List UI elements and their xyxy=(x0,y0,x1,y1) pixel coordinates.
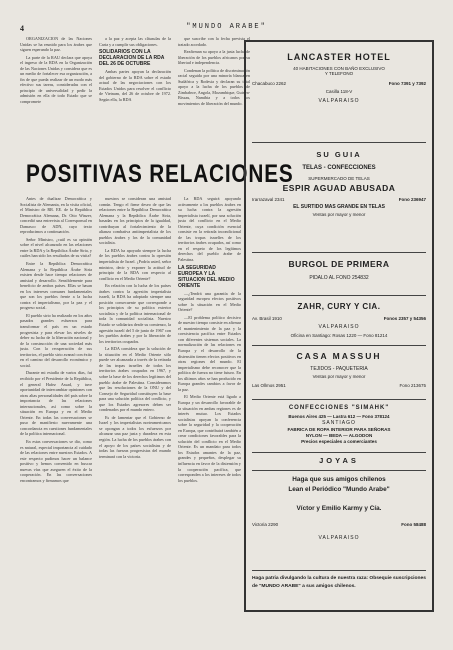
ad-line: FABRICA DE ROPA INTERIOR PARA SEÑORAS xyxy=(287,427,391,432)
divider xyxy=(252,470,426,471)
ad-joyas xyxy=(252,456,426,465)
divider xyxy=(252,142,426,143)
article-paragraph: que suscribe con la fecha prevista el tratado acordado. xyxy=(178,36,250,47)
article-paragraph: Reafirman su apoyo a la justa lucha de liberación de los pueblos africanos por su libertad e independencia. xyxy=(178,49,250,66)
ad-title: CONFECCIONES "SIMAHK" xyxy=(288,405,390,411)
article-paragraph: Es de lamentar que el Gobierno de Israel y los imperialistas norteamericanos se opongan a todos los esfuerzos por alcanzar una paz justa y duradera en esta región. La lucha de los pueblos árabes con el apoyo de los países socialistas y de todas las fuerzas progresistas del mundo terminará con la victoria. xyxy=(99,414,171,459)
divider xyxy=(252,295,426,296)
ad-line: PIDALO AL FONO 254832 xyxy=(309,275,369,281)
article-paragraph: a la paz y acepta las cláusulas de la Carta y a cumplir sus obligaciones. xyxy=(99,36,171,47)
ad-title: SU GUIA xyxy=(316,150,362,159)
ad-address: Av. Brasil 1910 xyxy=(252,316,282,321)
ad-phone: Fono 236947 xyxy=(398,197,426,202)
ad-address: Buenos Aires 425 — Lastra 612 — Fono 378124 xyxy=(288,414,390,419)
ad-address: Victoria 2290 xyxy=(252,522,279,527)
ad-karmy xyxy=(252,476,426,541)
article-paragraph: Condenan la política de discriminación racial seguida por una minoría blanca en Sudáfrica y Rodesia y declaran su total apoyo a la lucha de los pueblos de Zimbabwe, Angola, Mozambique, Guinea-Bissau, Namibia y a todos los movimientos de liberación del mundo. xyxy=(178,67,250,107)
ad-city: VALPARAISO xyxy=(318,324,360,330)
article-paragraph: La parte de la RAU declara que apoya el ingreso de la RDA en la Organización de las Naciones Unidas y considera que es un medio de fortalecer esa organización, a fin de que pueda realizar de un modo más efectivo sus tareas, consideradas con el principio de universalidad y pedir la admisión en ella de todo Estado que se compromete xyxy=(20,54,92,105)
ad-city: VALPARAISO xyxy=(318,98,360,104)
ad-line: SUPERMERCADO DE TELAS xyxy=(308,176,370,181)
ad-line: Casilla 118-V xyxy=(325,89,353,94)
divider xyxy=(252,252,426,253)
ad-simahk xyxy=(252,405,426,444)
ad-line: TELAS - CONFECCIONES xyxy=(302,165,376,171)
article-paragraph: —¿Tendrá una garantía de la seguridad europea efectos positivos sobre la situación en el Medio Oriente? xyxy=(178,290,241,313)
article-paragraph: Antes de dualizar Democrática y Socialista de Alemania, en la visita oficial, el Ministro de RR. EE. de la República Democrática Alemana, Dr. Otto Winzer, concedió una entrevista al Corresponsal en Damasco de ADN, cuyo texto reproducimos a continuación. xyxy=(20,196,92,235)
headline: POSITIVAS RELACIONES xyxy=(26,160,294,188)
page-number: 4 xyxy=(20,24,24,33)
column-3-bottom xyxy=(178,196,241,616)
article-paragraph: Entre la República Democrática Alemana y la República Árabe Siria existen desde hace tiempo relaciones de amistad y desarrollo. Sensiblemente para beneficio de ambos países. Ellas se basan en los intereses comunes fundamentales que son los pueblos frente a la lucha contra el imperialismo, por la paz y el progreso social. xyxy=(20,261,92,311)
ad-title: JOYAS xyxy=(319,456,359,465)
masthead: "MUNDO ARABE" xyxy=(186,23,267,31)
advertisements-box xyxy=(244,40,434,612)
article-paragraph: Ambas partes apoyan la declaración del gobierno de la RDA sobre el estado actual de las negociaciones con los Estados Unidos para resolver el conflicto de Vietnam, del 26 de octubre de 1972. Según ella, la RDA xyxy=(99,69,171,102)
column-2-bottom xyxy=(99,196,171,616)
article-paragraph: —El problema político decisivo de nuestro tiempo consiste en afirmar el mantenimiento de la paz y la coexistencia pacífica entre Estados con diferentes sistemas sociales. La normalización de las relaciones en Europa y el desarrollo de la distensión tienen efectos positivos en otras regiones del mundo. El imperialismo debe reconocer que la política de fuerza no tiene futuro. En los últimos años se han producido en Europa grandes cambios a favor de la paz. xyxy=(178,314,241,392)
article-paragraph: La RDA ha apoyado siempre la lucha de los pueblos árabes contra la opresión imperialista de Israel. ¿Podría usted, señor ministro, decir y exponer la actitud de principio de la RDA con respecto al conflicto en el Medio Oriente? xyxy=(99,247,171,281)
ad-line: Haga que sus amigos chilenos xyxy=(292,476,386,483)
ad-phone: Fono 7391 y 7392 xyxy=(388,81,426,86)
divider xyxy=(252,570,426,571)
ad-title: CASA MASSUH xyxy=(296,351,382,361)
ad-burgol xyxy=(252,259,426,281)
ad-casa-massuh xyxy=(252,351,426,388)
ad-line: EL SURTIDO MAS GRANDE EN TELAS xyxy=(293,204,385,210)
article-paragraph: Durante mi estadía de varios días, fui recibido por el Presidente de la República, el general Hafez Assad, y tuve oportunidad de intercambiar opiniones con otras altas personalidades del país sobre la importancia de las relaciones internacionales, así como sobre la situación en Europa y en el Medio Oriente. En todas las conversaciones se puso de manifiesto nuevamente una concordancia en cuestiones fundamentales de la política internacional. xyxy=(20,370,92,437)
column-1-bottom xyxy=(20,196,92,616)
ad-line: NYLON — BEDA — ALGODON xyxy=(305,433,373,438)
ad-title: BURGOL DE PRIMERA xyxy=(288,259,390,269)
section-subheading: LA SEGURIDAD EUROPEA Y LA SITUACION DEL MEDIO ORIENTE xyxy=(178,264,235,289)
ad-line: Y TELEFONO xyxy=(324,71,354,76)
article-paragraph: La RDA considera que la solución de la situación en el Medio Oriente sólo puede ser alcanzada a través de la retirada de las tropas israelíes de todos los territorios árabes ocupados en 1967, y sobre la base de los derechos legítimos del pueblo árabe de Palestina. Consideramos que las resoluciones de la ONU y del Consejo de Seguridad constituyen la base para una solución política del conflicto, y que los Estados agresores deben ser condenados por el mundo entero. xyxy=(99,346,171,413)
ad-line: 40 HABITACIONES CON BAÑO EXCLUSIVO xyxy=(293,66,385,71)
article-paragraph: En estas conversaciones se dio, como es natural, especial importancia al cuidado de las relaciones entre nuestros Estados. A este respecto pudimos hacer un balance positivo y hemos convenido en buscar nuevas vías que aseguren el éxito de la cooperación. En las conversaciones encontramos y firmamos que xyxy=(20,438,92,483)
column-3-top xyxy=(178,36,250,154)
divider xyxy=(252,452,426,453)
ad-title: LANCASTER HOTEL xyxy=(287,52,391,62)
ad-address: Las Ollmos 2951 xyxy=(252,383,286,388)
ad-city: SANTIAGO xyxy=(322,420,356,426)
ad-line: Haga patria divulgando la cultura de nuestra raza: Obsequie suscripciones de "MUNDO ARABE" a sus amigos chilenos. xyxy=(252,576,426,589)
ad-line: TEJIDOS - PAQUETERIA xyxy=(310,366,368,372)
article-paragraph: El pueblo sirio ha realizado en los años pasados grandes esfuerzos para transformar el país en un estado progresista y para elevar los niveles de deber su lucha de la liberación nacional y de la construcción de una sociedad más justa. Con la recuperación de sus territorios, el pueblo sirio avanzó con éxito en el camino del desarrollo económico y social. xyxy=(20,312,92,368)
ad-line: Lean el Periódico "Mundo Arabe" xyxy=(288,486,390,493)
ad-line: Oficina en Santiago: Rosas 1220 — Fono 81214 xyxy=(290,333,388,338)
article-paragraph: nuestros se consideran una amistad común. Tengo el firme deseo de que las relaciones entre la República Democrática Alemana y la República Árabe Siria, basadas en los principios de la igualdad, contribuyan al fortalecimiento de la alianza combativa antiimperialista de los pueblos árabes y los de la comunidad socialista. xyxy=(99,196,171,246)
ad-phone: Fono 58488 xyxy=(401,522,426,527)
ad-su-guia xyxy=(252,150,426,217)
article-paragraph: Señor Ministro, ¿cuál es su opinión sobre el nivel alcanzado en las relaciones entre la RDA y la República Árabe Siria, y cuáles han sido los resultados de su visita? xyxy=(20,236,92,259)
ad-phone: Fono 213675 xyxy=(399,383,426,388)
ad-line: Ventas por mayor y menor xyxy=(312,374,366,379)
divider xyxy=(252,345,426,346)
ad-address: Irarrazaval 2341 xyxy=(252,197,285,202)
article-paragraph: En relación con la lucha de los países árabes contra la agresión imperialista israelí, la RDA ha adoptado siempre una posición consecuente que corresponde a los principios de su política exterior socialista y de la política internacional de toda la comunidad socialista. Nuestro Estado se solidariza desde su comienzo, la agresión israelí del 5 de junio de 1967 con los pueblos árabes y por la liberación de los territorios ocupados. xyxy=(99,283,171,344)
ad-line: Víctor y Emilio Karmy y Cía. xyxy=(296,505,382,512)
ad-lancaster xyxy=(252,52,426,104)
ad-line: Ventas por mayor y menor xyxy=(312,212,366,217)
ad-line: ESPIR AGUAD ABUSADA xyxy=(282,183,396,193)
ad-subscription xyxy=(252,575,426,590)
ad-city: VALPARAISO xyxy=(318,535,360,541)
ad-address: Chacabuco 2262 xyxy=(252,81,287,86)
divider xyxy=(252,399,426,400)
ad-title: ZAHR, CURY Y CIA. xyxy=(297,302,381,311)
article-paragraph: ORGANIZACION de las Naciones Unidas se ha reunido para los árabes que siguen esperando la paz. xyxy=(20,36,92,53)
ad-phone: Fonos 2357 y 54356 xyxy=(383,316,426,321)
column-1-top xyxy=(20,36,92,154)
ad-zahr-cury xyxy=(252,302,426,338)
article-paragraph: La RDA seguirá apoyando activamente a los pueblos árabes en su lucha contra la agresión imperialista israelí, por una solución justa del conflicto en el Medio Oriente, cuya condición esencial consiste en la retirada incondicional de las tropas israelíes de los territorios árabes ocupados, así como en el respeto de los legítimos derechos del pueblo árabe de Palestina. xyxy=(178,196,241,263)
section-subheading: SOLIDARIOS CON LA DECLARACION DE LA RDA DEL 26 DE OCTUBRE xyxy=(99,49,165,68)
ad-line: Precios especiales a comerciantes xyxy=(301,439,377,444)
article-paragraph: El Medio Oriente está ligado a Europa y un desarrollo favorable de la situación en ambas regiones es de interés mutuo. Los Estados socialistas apoyan la conferencia sobre la seguridad y la cooperación en Europa, que contribuirá también a crear condiciones favorables para la solución del conflicto en el Medio Oriente. Es un mandato para todos los Estados amantes de la paz, grandes y pequeños, desplegar su influencia en favor de la distensión y la cooperación pacífica, que corresponden a los intereses de todos los pueblos. xyxy=(178,394,241,483)
column-2-top xyxy=(99,36,171,154)
